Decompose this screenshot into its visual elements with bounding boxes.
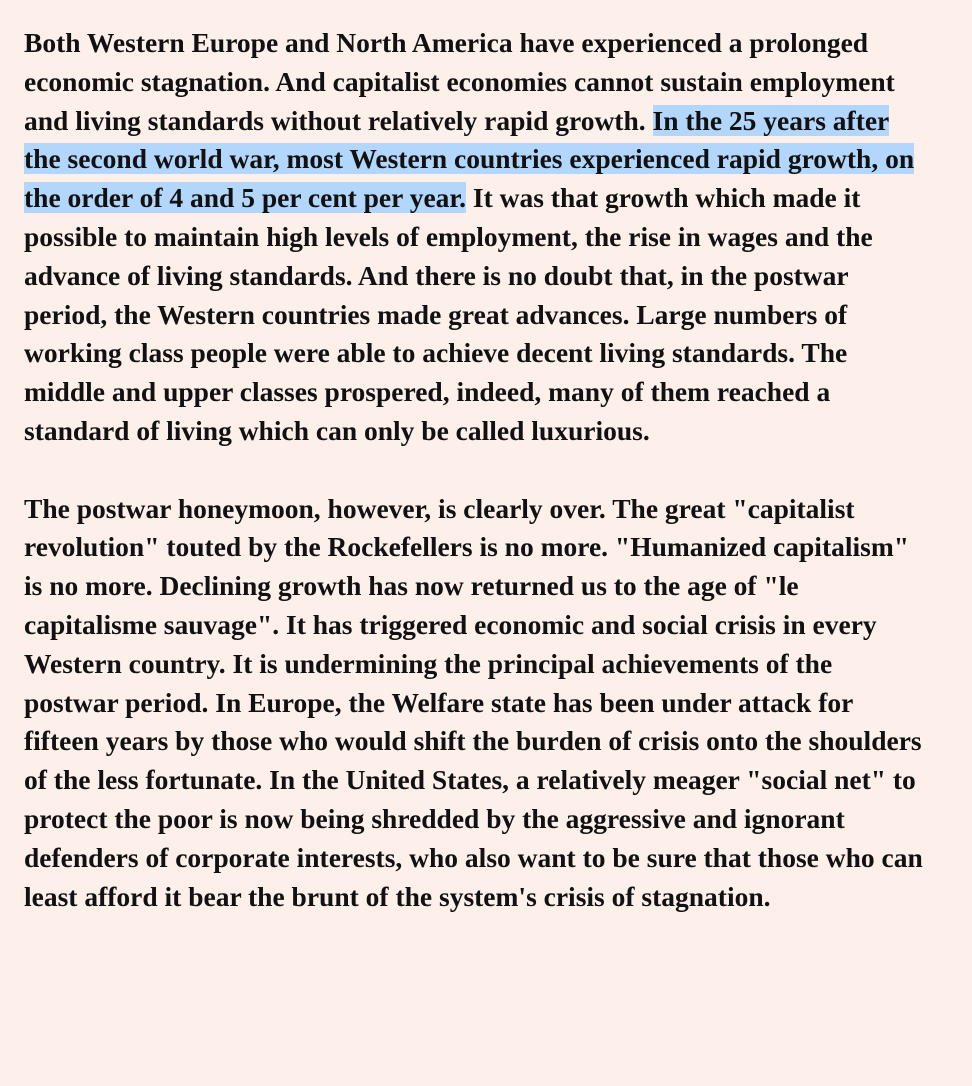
highlighted-selection[interactable]: In the 25 years after the second world war, most Western countries experienced rapid growth, on the order of 4 and 5 per cent per year. (24, 104, 915, 214)
paragraph-1-text-before: Both Western Europe and North America have experienced a prolonged economic stagnation. And capitalist economies cannot sustain employment and living standards without relatively rapid growth. (24, 27, 895, 136)
paragraph-1 (24, 24, 932, 451)
paragraph-1-text-after: It was that growth which made it possible to maintain high levels of employment, the rise in wages and the advance of living standards. And there is no doubt that, in the postwar period, the Western countries made great advances. Large numbers of working class people were able to achieve decent living standards. The middle and upper classes prospered, indeed, many of them reached a standard of living which can only be called luxurious. (24, 182, 873, 446)
paragraph-2: The postwar honeymoon, however, is clearly over. The great "capitalist revolution" touted by the Rockefellers is no more. "Humanized capitalism" is no more. Declining growth has now returned us to the age of "le capitalisme sauvage". It has triggered economic and social crisis in every Western country. It is undermining the principal achievements of the postwar period. In Europe, the Welfare state has been under attack for fifteen years by those who would shift the burden of crisis onto the shoulders of the less fortunate. In the United States, a relatively meager "social net" to protect the poor is now being shredded by the aggressive and ignorant defenders of corporate interests, who also want to be sure that those who can least afford it bear the brunt of the system's crisis of stagnation. (24, 492, 923, 912)
